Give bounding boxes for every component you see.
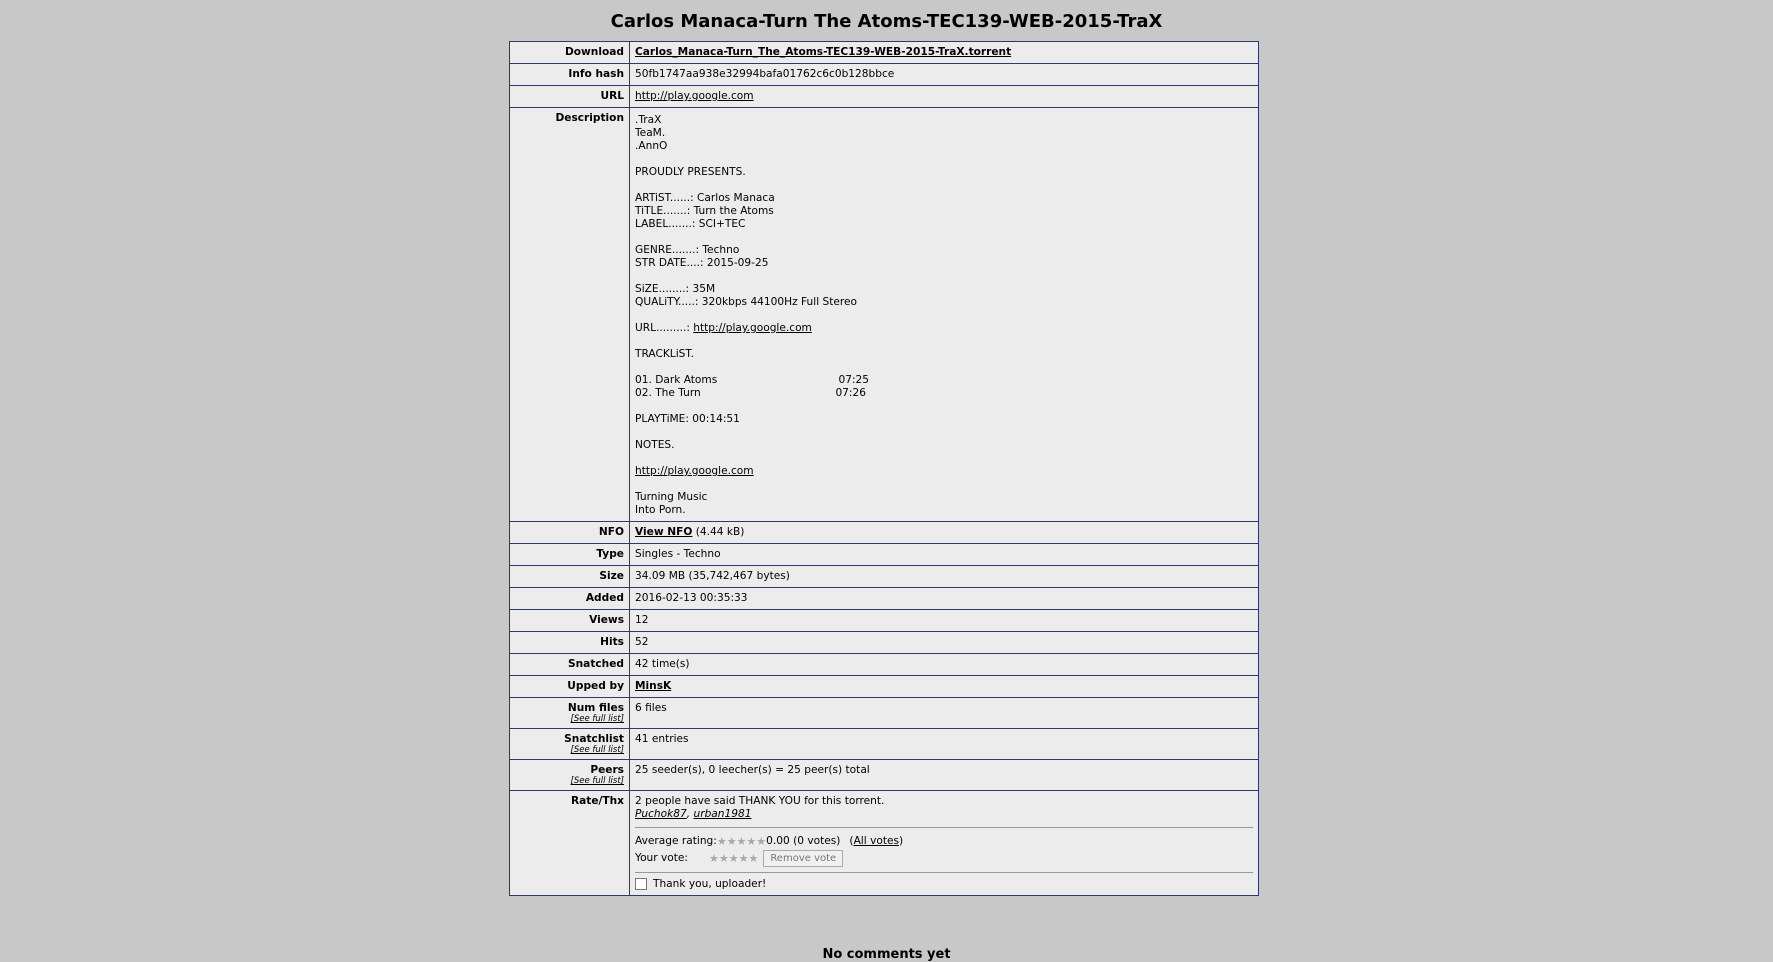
desc-str-date: STR DATE....: 2015-09-25 — [635, 257, 769, 269]
nfo-label: NFO — [510, 522, 630, 544]
row-type — [510, 544, 1259, 566]
rate-thx-cell — [630, 791, 1259, 896]
torrent-details-table — [509, 41, 1259, 896]
hits-label: Hits — [510, 632, 630, 654]
uploader-link[interactable]: MinsK — [635, 680, 672, 692]
remove-vote-button[interactable]: Remove vote — [763, 850, 843, 867]
row-peers — [510, 760, 1259, 791]
page-title: Carlos Manaca-Turn The Atoms-TEC139-WEB-2015-TraX — [610, 11, 1163, 32]
added-label: Added — [510, 588, 630, 610]
average-rating-row — [635, 833, 1253, 849]
url-link[interactable]: http://play.google.com — [635, 90, 754, 102]
hits-value: 52 — [630, 632, 1259, 654]
num-files-see-full-list-link[interactable]: [See full list] — [570, 714, 624, 724]
desc-track: 02. The Turn 07:26 — [635, 387, 866, 399]
desc-url-line — [635, 322, 1253, 335]
rating-stars-icon: ★★★★★ — [716, 834, 767, 848]
divider — [635, 872, 1253, 873]
desc-notes-link[interactable]: http://play.google.com — [635, 465, 754, 477]
info-hash-label: Info hash — [510, 64, 630, 86]
row-snatchlist — [510, 729, 1259, 760]
description-body — [630, 108, 1259, 522]
row-views — [510, 610, 1259, 632]
row-upped-by — [510, 676, 1259, 698]
row-info-hash — [510, 64, 1259, 86]
thanker-link[interactable]: Puchok87 — [635, 808, 687, 820]
row-download — [510, 42, 1259, 64]
info-hash-value: 50fb1747aa938e32994bafa01762c6c0b128bbce — [630, 64, 1259, 86]
divider — [635, 827, 1253, 828]
vote-stars-icon[interactable]: ★★★★★ — [709, 851, 759, 865]
snatched-label: Snatched — [510, 654, 630, 676]
thank-uploader-label: Thank you, uploader! — [653, 878, 767, 890]
desc-footer: Into Porn. — [635, 504, 686, 516]
desc-notes: NOTES. — [635, 439, 675, 451]
thanker-link[interactable]: urban1981 — [693, 808, 752, 820]
snatchlist-value: 41 entries — [630, 729, 1259, 760]
row-added — [510, 588, 1259, 610]
size-value: 34.09 MB (35,742,467 bytes) — [630, 566, 1259, 588]
all-votes-open: ( — [849, 834, 854, 847]
row-nfo — [510, 522, 1259, 544]
views-value: 12 — [630, 610, 1259, 632]
row-rate-thx — [510, 791, 1259, 896]
desc-size: SiZE........: 35M — [635, 283, 716, 295]
views-label: Views — [510, 610, 630, 632]
size-label: Size — [510, 566, 630, 588]
row-hits — [510, 632, 1259, 654]
thank-uploader-row — [635, 878, 1253, 891]
row-url — [510, 86, 1259, 108]
rate-thx-label: Rate/Thx — [510, 791, 630, 896]
desc-line: .AnnO — [635, 140, 668, 152]
desc-line: .TraX — [635, 114, 662, 126]
desc-quality: QUALiTY.....: 320kbps 44100Hz Full Stereo — [635, 296, 858, 308]
your-vote-row — [635, 850, 1253, 866]
num-files-label-cell — [510, 698, 630, 729]
desc-track: 01. Dark Atoms 07:25 — [635, 374, 870, 386]
thankers-list — [635, 808, 1253, 821]
desc-presents: PROUDLY PRESENTS. — [635, 166, 746, 178]
download-label: Download — [510, 42, 630, 64]
your-vote-label: Your vote: — [635, 851, 688, 864]
all-votes-close: ) — [899, 834, 904, 847]
average-rating-value: 0.00 (0 votes) — [766, 834, 841, 847]
nfo-size: (4.44 kB) — [692, 526, 745, 538]
desc-url-prefix: URL.........: — [635, 322, 694, 334]
snatchlist-label: Snatchlist — [564, 733, 624, 745]
row-num-files — [510, 698, 1259, 729]
all-votes-link[interactable]: All votes — [853, 834, 900, 847]
peers-see-full-list-link[interactable]: [See full list] — [570, 776, 624, 786]
desc-genre: GENRE.......: Techno — [635, 244, 740, 256]
desc-notes-link-line — [635, 465, 1253, 478]
type-value: Singles - Techno — [630, 544, 1259, 566]
peers-value: 25 seeder(s), 0 leecher(s) = 25 peer(s) total — [630, 760, 1259, 791]
description-label: Description — [510, 108, 630, 522]
peers-label-cell — [510, 760, 630, 791]
thanker-separator: , — [686, 808, 694, 820]
desc-title: TiTLE.......: Turn the Atoms — [635, 205, 774, 217]
average-rating-label: Average rating: — [635, 834, 717, 847]
desc-artist: ARTiST......: Carlos Manaca — [635, 192, 775, 204]
thanks-text: 2 people have said THANK YOU for this torrent. — [635, 795, 885, 807]
row-size — [510, 566, 1259, 588]
desc-label: LABEL.......: SCI+TEC — [635, 218, 746, 230]
download-torrent-link[interactable]: Carlos_Manaca-Turn_The_Atoms-TEC139-WEB-2015-TraX.torrent — [635, 46, 1012, 58]
desc-line: TeaM. — [635, 127, 666, 139]
desc-footer: Turning Music — [635, 491, 708, 503]
view-nfo-link[interactable]: View NFO — [635, 526, 693, 538]
thank-uploader-checkbox[interactable] — [635, 878, 647, 890]
num-files-value: 6 files — [630, 698, 1259, 729]
row-description — [510, 108, 1259, 522]
peers-label: Peers — [590, 764, 624, 776]
upped-by-label: Upped by — [510, 676, 630, 698]
no-comments-heading: No comments yet — [822, 947, 951, 962]
desc-tracklist: TRACKLiST. — [635, 348, 694, 360]
type-label: Type — [510, 544, 630, 566]
added-value: 2016-02-13 00:35:33 — [630, 588, 1259, 610]
snatched-value: 42 time(s) — [630, 654, 1259, 676]
snatchlist-see-full-list-link[interactable]: [See full list] — [570, 745, 624, 755]
snatchlist-label-cell — [510, 729, 630, 760]
desc-playtime: PLAYTiME: 00:14:51 — [635, 413, 740, 425]
row-snatched — [510, 654, 1259, 676]
desc-url-link[interactable]: http://play.google.com — [693, 322, 812, 334]
url-label: URL — [510, 86, 630, 108]
num-files-label: Num files — [567, 702, 624, 714]
